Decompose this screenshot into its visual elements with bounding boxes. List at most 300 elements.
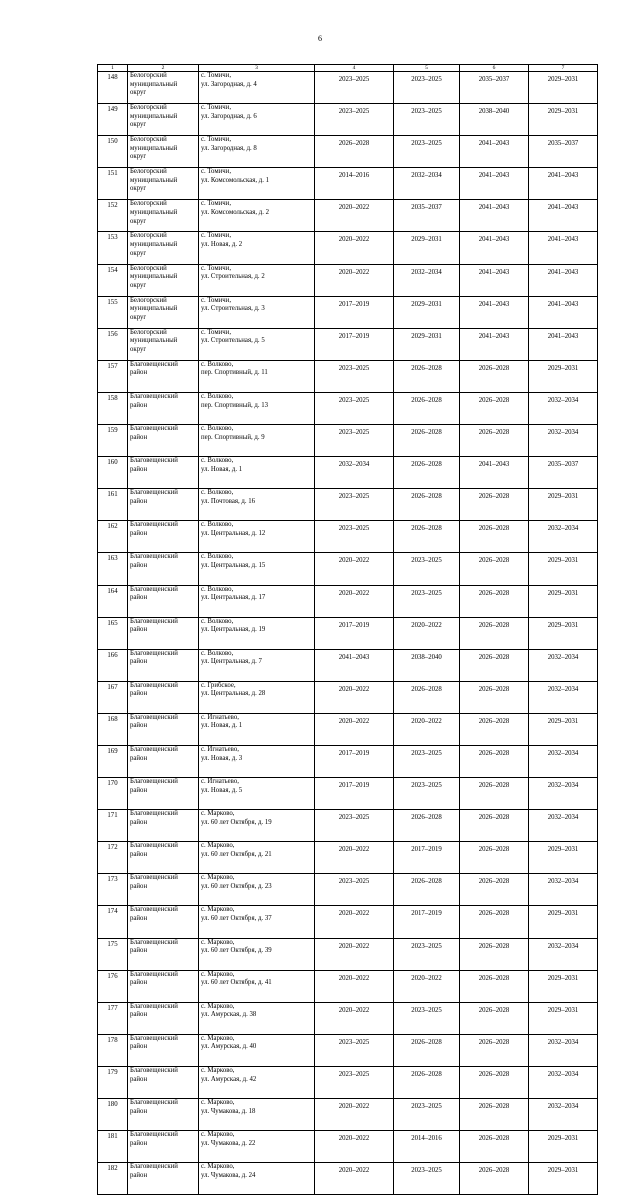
municipality-line: Белогорский bbox=[130, 264, 167, 272]
address-line: с. Марково, bbox=[201, 938, 235, 946]
period-cell-c6 bbox=[460, 713, 529, 745]
period-cell-c5 bbox=[394, 874, 460, 906]
address-line: ул. 60 лет Октября, д. 39 bbox=[201, 947, 272, 955]
period-value: 2029–2031 bbox=[547, 108, 579, 116]
period-value: 2026–2028 bbox=[411, 493, 442, 501]
period-value: 2032–2034 bbox=[547, 1038, 579, 1046]
period-value: 2035–2037 bbox=[478, 76, 510, 83]
period-value: 2026–2028 bbox=[478, 525, 510, 533]
period-cell-c7 bbox=[529, 617, 598, 649]
table-row bbox=[98, 328, 598, 360]
municipality-cell bbox=[128, 745, 199, 777]
period-value: 2029–2031 bbox=[547, 846, 579, 854]
municipality-line: Благовещенский bbox=[130, 713, 178, 721]
period-value: 2029–2031 bbox=[547, 910, 579, 918]
address-line: ул. 60 лет Октября, д. 21 bbox=[201, 850, 272, 858]
address-cell bbox=[199, 104, 315, 136]
page-number: 6 bbox=[318, 34, 322, 43]
period-value: 2032–2034 bbox=[547, 1070, 579, 1078]
period-value: 2026–2028 bbox=[478, 878, 510, 886]
address-line: с. Волково, bbox=[201, 392, 234, 400]
period-value: 2032–2034 bbox=[411, 268, 442, 276]
period-cell-c5 bbox=[394, 585, 460, 617]
period-cell-c5 bbox=[394, 72, 460, 104]
table-row bbox=[98, 1066, 598, 1098]
row-number-cell bbox=[98, 938, 128, 970]
period-cell-c5 bbox=[394, 1066, 460, 1098]
period-value: 2023–2025 bbox=[338, 76, 370, 83]
period-cell-c5 bbox=[394, 200, 460, 232]
period-value: 2026–2028 bbox=[478, 846, 510, 854]
row-number-cell bbox=[98, 72, 128, 104]
period-cell-c4 bbox=[315, 200, 394, 232]
period-value: 2041–2043 bbox=[338, 653, 370, 661]
period-value: 2026–2028 bbox=[478, 429, 510, 437]
table-row bbox=[98, 1131, 598, 1163]
period-value: 2023–2025 bbox=[411, 942, 442, 950]
period-value: 2029–2031 bbox=[547, 1006, 579, 1014]
address-line: с. Марково, bbox=[201, 906, 235, 914]
period-value: 2029–2031 bbox=[411, 300, 442, 308]
period-cell-c5 bbox=[394, 649, 460, 681]
column-number: 1 bbox=[98, 65, 128, 72]
period-value: 2032–2034 bbox=[547, 749, 579, 757]
municipality-cell bbox=[128, 810, 199, 842]
period-value: 2026–2028 bbox=[411, 878, 442, 886]
address-line: ул. Центральная, д. 19 bbox=[201, 626, 266, 634]
municipality-line: Белогорский bbox=[130, 104, 167, 112]
column-number: 4 bbox=[315, 65, 394, 72]
address-cell bbox=[199, 842, 315, 874]
address-cell bbox=[199, 296, 315, 328]
period-value: 2038–2040 bbox=[411, 653, 442, 661]
period-value: 2023–2025 bbox=[411, 1167, 442, 1175]
row-number-cell bbox=[98, 264, 128, 296]
municipality-line: муниципальный bbox=[130, 112, 178, 120]
municipality-line: муниципальный bbox=[130, 208, 178, 216]
address-cell bbox=[199, 264, 315, 296]
period-cell-c6 bbox=[460, 360, 529, 392]
row-number: 175 bbox=[107, 940, 118, 948]
period-cell-c7 bbox=[529, 842, 598, 874]
period-value: 2020–2022 bbox=[411, 717, 442, 725]
row-number-cell bbox=[98, 1131, 128, 1163]
address-line: ул. Загородная, д. 6 bbox=[201, 112, 257, 120]
municipality-line: район bbox=[130, 497, 148, 505]
period-cell-c7 bbox=[529, 72, 598, 104]
address-cell bbox=[199, 681, 315, 713]
period-cell-c4 bbox=[315, 296, 394, 328]
period-cell-c7 bbox=[529, 745, 598, 777]
row-number: 179 bbox=[107, 1068, 118, 1076]
period-cell-c7 bbox=[529, 553, 598, 585]
period-cell-c4 bbox=[315, 521, 394, 553]
period-cell-c7 bbox=[529, 1131, 598, 1163]
address-line: ул. Почтовая, д. 16 bbox=[201, 497, 256, 505]
period-value: 2041–2043 bbox=[547, 236, 579, 244]
period-value: 2020–2022 bbox=[338, 846, 370, 854]
period-cell-c5 bbox=[394, 1002, 460, 1034]
table-row bbox=[98, 553, 598, 585]
period-cell-c5 bbox=[394, 617, 460, 649]
address-line: ул. Центральная, д. 17 bbox=[201, 594, 266, 602]
municipality-line: Благовещенский bbox=[130, 681, 178, 689]
period-cell-c4 bbox=[315, 810, 394, 842]
period-cell-c7 bbox=[529, 328, 598, 360]
period-cell-c4 bbox=[315, 425, 394, 457]
period-cell-c6 bbox=[460, 1099, 529, 1131]
row-number-cell bbox=[98, 713, 128, 745]
period-cell-c7 bbox=[529, 489, 598, 521]
row-number-cell bbox=[98, 136, 128, 168]
address-cell bbox=[199, 136, 315, 168]
municipality-cell bbox=[128, 874, 199, 906]
period-value: 2023–2025 bbox=[338, 525, 370, 533]
period-value: 2041–2043 bbox=[547, 300, 579, 308]
municipality-line: район bbox=[130, 562, 148, 569]
municipality-line: район bbox=[130, 401, 148, 409]
row-number: 166 bbox=[107, 651, 118, 659]
period-cell-c7 bbox=[529, 585, 598, 617]
address-cell bbox=[199, 200, 315, 232]
address-line: ул. 60 лет Октября, д. 37 bbox=[201, 915, 272, 923]
municipality-line: Благовещенский bbox=[130, 1163, 178, 1171]
period-cell-c6 bbox=[460, 970, 529, 1002]
period-value: 2026–2028 bbox=[411, 525, 442, 533]
period-cell-c4 bbox=[315, 489, 394, 521]
period-cell-c6 bbox=[460, 200, 529, 232]
period-value: 2023–2025 bbox=[411, 557, 442, 565]
period-cell-c5 bbox=[394, 457, 460, 489]
address-line: ул. Строительная, д. 2 bbox=[201, 273, 265, 281]
period-value: 2023–2025 bbox=[338, 429, 370, 437]
address-line: с. Волково, bbox=[201, 360, 234, 368]
period-cell-c6 bbox=[460, 1002, 529, 1034]
address-line: ул. Комсомольская, д. 2 bbox=[201, 208, 270, 216]
row-number-cell bbox=[98, 617, 128, 649]
table-row bbox=[98, 1163, 598, 1195]
row-number-cell bbox=[98, 328, 128, 360]
period-value: 2026–2028 bbox=[478, 974, 510, 982]
row-number-cell bbox=[98, 1002, 128, 1034]
address-line: с. Марково, bbox=[201, 1099, 235, 1106]
period-cell-c6 bbox=[460, 649, 529, 681]
period-value: 2032–2034 bbox=[547, 653, 579, 661]
period-cell-c5 bbox=[394, 232, 460, 264]
municipality-cell bbox=[128, 1131, 199, 1163]
period-cell-c7 bbox=[529, 104, 598, 136]
row-number: 163 bbox=[107, 555, 118, 563]
period-cell-c4 bbox=[315, 232, 394, 264]
period-value: 2041–2043 bbox=[547, 172, 579, 180]
municipality-cell bbox=[128, 938, 199, 970]
address-line: с. Марково, bbox=[201, 1034, 235, 1042]
period-cell-c6 bbox=[460, 778, 529, 810]
address-line: с. Волково, bbox=[201, 489, 234, 497]
municipality-cell bbox=[128, 104, 199, 136]
period-value: 2035–2037 bbox=[547, 140, 579, 148]
address-line: ул. Центральная, д. 7 bbox=[201, 658, 262, 666]
row-number-cell bbox=[98, 1099, 128, 1131]
row-number-cell bbox=[98, 810, 128, 842]
period-cell-c5 bbox=[394, 392, 460, 424]
municipality-cell bbox=[128, 617, 199, 649]
table-row bbox=[98, 1099, 598, 1131]
period-value: 2041–2043 bbox=[478, 204, 510, 212]
period-cell-c6 bbox=[460, 264, 529, 296]
period-value: 2029–2031 bbox=[547, 76, 579, 83]
table-row bbox=[98, 72, 598, 104]
municipality-cell bbox=[128, 521, 199, 553]
period-cell-c4 bbox=[315, 649, 394, 681]
address-line: с. Волково, bbox=[201, 649, 234, 657]
row-number-cell bbox=[98, 1066, 128, 1098]
period-value: 2032–2034 bbox=[547, 878, 579, 886]
address-cell bbox=[199, 457, 315, 489]
period-cell-c5 bbox=[394, 360, 460, 392]
table-row bbox=[98, 713, 598, 745]
period-value: 2026–2028 bbox=[478, 1006, 510, 1014]
address-cell bbox=[199, 232, 315, 264]
period-value: 2017–2019 bbox=[338, 332, 370, 340]
period-cell-c5 bbox=[394, 778, 460, 810]
municipality-line: Благовещенский bbox=[130, 617, 178, 625]
period-value: 2014–2016 bbox=[338, 172, 370, 180]
period-cell-c4 bbox=[315, 681, 394, 713]
municipality-line: Благовещенский bbox=[130, 874, 178, 882]
period-cell-c7 bbox=[529, 810, 598, 842]
table-row bbox=[98, 104, 598, 136]
row-number: 162 bbox=[107, 523, 118, 531]
address-line: с. Марково, bbox=[201, 970, 235, 978]
municipality-line: Белогорский bbox=[130, 328, 167, 336]
municipality-line: муниципальный bbox=[130, 144, 178, 152]
address-cell bbox=[199, 810, 315, 842]
period-cell-c4 bbox=[315, 1002, 394, 1034]
table-row bbox=[98, 745, 598, 777]
period-value: 2023–2025 bbox=[411, 76, 442, 83]
period-value: 2020–2022 bbox=[338, 268, 370, 276]
row-number: 165 bbox=[107, 619, 118, 627]
address-line: ул. Новая, д. 3 bbox=[201, 754, 243, 762]
period-value: 2020–2022 bbox=[338, 717, 370, 725]
municipality-line: Благовещенский bbox=[130, 1066, 178, 1074]
address-cell bbox=[199, 649, 315, 681]
period-cell-c7 bbox=[529, 425, 598, 457]
municipality-cell bbox=[128, 457, 199, 489]
municipality-line: Белогорский bbox=[130, 232, 167, 240]
period-cell-c7 bbox=[529, 232, 598, 264]
period-value: 2026–2028 bbox=[411, 685, 442, 693]
period-value: 2020–2022 bbox=[338, 1167, 370, 1175]
period-cell-c4 bbox=[315, 360, 394, 392]
period-value: 2032–2034 bbox=[547, 429, 579, 437]
municipality-cell bbox=[128, 681, 199, 713]
period-cell-c4 bbox=[315, 585, 394, 617]
period-value: 2020–2022 bbox=[411, 621, 442, 629]
period-cell-c4 bbox=[315, 1131, 394, 1163]
period-value: 2026–2028 bbox=[478, 396, 510, 404]
municipality-line: Благовещенский bbox=[130, 521, 178, 529]
period-value: 2020–2022 bbox=[338, 1103, 370, 1110]
address-line: ул. Новая, д. 5 bbox=[201, 786, 243, 794]
municipality-line: Белогорский bbox=[130, 168, 167, 176]
municipality-cell bbox=[128, 1002, 199, 1034]
period-value: 2041–2043 bbox=[547, 268, 579, 276]
period-cell-c6 bbox=[460, 810, 529, 842]
period-cell-c5 bbox=[394, 425, 460, 457]
row-number-cell bbox=[98, 553, 128, 585]
period-cell-c5 bbox=[394, 938, 460, 970]
municipality-line: район bbox=[130, 850, 148, 858]
row-number: 161 bbox=[107, 491, 118, 499]
municipality-line: район bbox=[130, 979, 148, 987]
period-cell-c6 bbox=[460, 72, 529, 104]
address-line: ул. 60 лет Октября, д. 41 bbox=[201, 979, 272, 987]
table-row bbox=[98, 1034, 598, 1066]
municipality-line: муниципальный bbox=[130, 176, 178, 184]
table-row bbox=[98, 1002, 598, 1034]
municipality-line: район bbox=[130, 754, 148, 762]
period-value: 2026–2028 bbox=[338, 140, 370, 148]
period-value: 2020–2022 bbox=[338, 942, 370, 950]
address-line: с. Волково, bbox=[201, 521, 234, 529]
municipality-line: муниципальный bbox=[130, 337, 178, 345]
municipality-cell bbox=[128, 649, 199, 681]
period-value: 2026–2028 bbox=[411, 364, 442, 372]
municipality-line: Белогорский bbox=[130, 200, 167, 208]
period-value: 2032–2034 bbox=[547, 396, 579, 404]
period-cell-c7 bbox=[529, 649, 598, 681]
address-cell bbox=[199, 874, 315, 906]
period-value: 2026–2028 bbox=[478, 493, 510, 501]
period-value: 2041–2043 bbox=[478, 461, 510, 469]
municipality-line: округ bbox=[130, 89, 147, 97]
municipality-cell bbox=[128, 425, 199, 457]
period-cell-c6 bbox=[460, 232, 529, 264]
period-value: 2023–2025 bbox=[411, 140, 442, 148]
row-number: 173 bbox=[107, 876, 118, 884]
address-line: с. Волково, bbox=[201, 425, 234, 433]
period-value: 2023–2025 bbox=[411, 1103, 442, 1110]
address-cell bbox=[199, 328, 315, 360]
address-line: с. Марково, bbox=[201, 842, 235, 850]
address-cell bbox=[199, 1131, 315, 1163]
address-line: ул. Чумакова, д. 18 bbox=[201, 1107, 256, 1115]
period-value: 2014–2016 bbox=[411, 1135, 442, 1143]
period-value: 2026–2028 bbox=[478, 1070, 510, 1078]
period-value: 2029–2031 bbox=[411, 332, 442, 340]
table-row bbox=[98, 874, 598, 906]
period-cell-c7 bbox=[529, 457, 598, 489]
address-line: с. Марково, bbox=[201, 1066, 235, 1074]
period-cell-c6 bbox=[460, 457, 529, 489]
period-cell-c7 bbox=[529, 200, 598, 232]
address-line: с. Марково, bbox=[201, 810, 235, 818]
period-value: 2032–2034 bbox=[547, 942, 579, 950]
period-cell-c5 bbox=[394, 168, 460, 200]
period-cell-c7 bbox=[529, 1066, 598, 1098]
row-number-cell bbox=[98, 168, 128, 200]
municipality-cell bbox=[128, 232, 199, 264]
period-cell-c4 bbox=[315, 713, 394, 745]
table-row bbox=[98, 296, 598, 328]
period-value: 2035–2037 bbox=[547, 461, 579, 469]
period-cell-c7 bbox=[529, 360, 598, 392]
period-cell-c5 bbox=[394, 842, 460, 874]
municipality-line: Благовещенский bbox=[130, 810, 178, 818]
period-value: 2029–2031 bbox=[547, 717, 579, 725]
period-cell-c4 bbox=[315, 778, 394, 810]
period-value: 2032–2034 bbox=[547, 782, 579, 790]
period-cell-c4 bbox=[315, 72, 394, 104]
row-number: 178 bbox=[107, 1036, 118, 1044]
address-cell bbox=[199, 938, 315, 970]
municipality-cell bbox=[128, 970, 199, 1002]
table-row bbox=[98, 681, 598, 713]
period-value: 2026–2028 bbox=[478, 557, 510, 565]
municipality-line: Белогорский bbox=[130, 296, 167, 304]
address-cell bbox=[199, 906, 315, 938]
address-line: ул. Амурская, д. 40 bbox=[201, 1043, 257, 1051]
period-value: 2023–2025 bbox=[411, 589, 442, 597]
address-cell bbox=[199, 392, 315, 424]
address-line: ул. Центральная, д. 12 bbox=[201, 529, 266, 537]
period-value: 2020–2022 bbox=[338, 589, 370, 597]
period-value: 2026–2028 bbox=[478, 685, 510, 693]
address-line: с. Томичи, bbox=[201, 104, 232, 112]
municipality-cell bbox=[128, 585, 199, 617]
municipality-cell bbox=[128, 296, 199, 328]
municipality-line: район bbox=[130, 658, 148, 666]
period-value: 2023–2025 bbox=[411, 782, 442, 790]
period-value: 2026–2028 bbox=[478, 942, 510, 950]
row-number: 164 bbox=[107, 587, 118, 595]
period-cell-c6 bbox=[460, 745, 529, 777]
period-cell-c5 bbox=[394, 553, 460, 585]
table-row bbox=[98, 906, 598, 938]
period-cell-c5 bbox=[394, 713, 460, 745]
municipality-cell bbox=[128, 136, 199, 168]
row-number: 174 bbox=[107, 908, 118, 916]
address-cell bbox=[199, 1163, 315, 1195]
municipality-line: Белогорский bbox=[130, 136, 167, 144]
row-number-cell bbox=[98, 200, 128, 232]
address-line: ул. Чумакова, д. 24 bbox=[201, 1171, 256, 1179]
period-value: 2023–2025 bbox=[338, 364, 370, 372]
period-value: 2023–2025 bbox=[338, 878, 370, 886]
period-cell-c6 bbox=[460, 842, 529, 874]
period-value: 2017–2019 bbox=[411, 846, 442, 854]
period-cell-c5 bbox=[394, 296, 460, 328]
period-cell-c5 bbox=[394, 328, 460, 360]
period-value: 2032–2034 bbox=[338, 461, 370, 469]
period-cell-c6 bbox=[460, 425, 529, 457]
municipality-line: муниципальный bbox=[130, 273, 178, 281]
municipality-line: район bbox=[130, 1043, 148, 1051]
row-number: 157 bbox=[107, 362, 118, 370]
period-value: 2023–2025 bbox=[338, 1070, 370, 1078]
period-value: 2029–2031 bbox=[547, 364, 579, 372]
municipality-line: район bbox=[130, 626, 148, 634]
address-cell bbox=[199, 72, 315, 104]
period-cell-c4 bbox=[315, 906, 394, 938]
table-row bbox=[98, 425, 598, 457]
address-line: с. Томичи, bbox=[201, 296, 232, 304]
period-cell-c7 bbox=[529, 938, 598, 970]
period-value: 2041–2043 bbox=[547, 332, 579, 340]
row-number-cell bbox=[98, 1163, 128, 1195]
